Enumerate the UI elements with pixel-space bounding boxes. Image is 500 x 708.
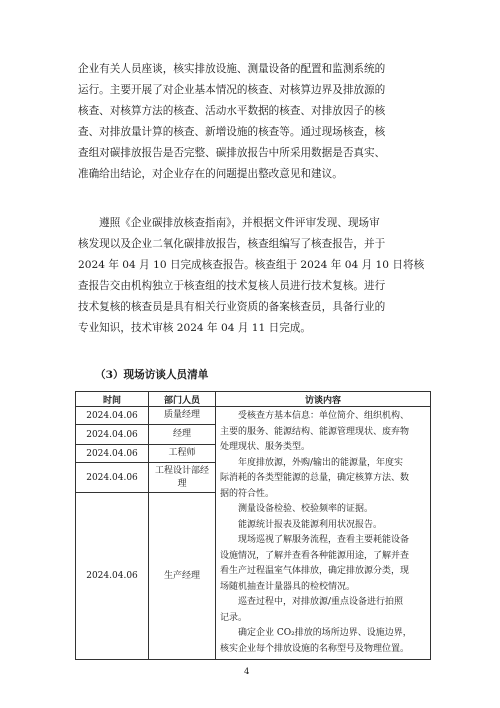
content-line: 设施情况，了解并查看各种能源用途，了解并查 (220, 550, 410, 561)
table-row (76, 407, 431, 425)
date-cell: 2024.04.06 (76, 493, 149, 660)
interview-content-cell (216, 407, 431, 660)
department-cell: 质量经理 (149, 407, 216, 425)
content-line: 场随机抽查计量器具的检校情况。 (220, 581, 356, 592)
content-line: 核实企业每个排放设施的名称型号及物理位置。 (220, 643, 410, 654)
page-number: 4 (244, 667, 250, 677)
header-content: 访谈内容 (216, 392, 431, 407)
content-line: 确定企业 CO₂排放的场所边界、设施边界， (220, 628, 412, 638)
text-line: 遵照《企业碳排放核查指南》，并根据文件评审发现、现场审 (99, 217, 380, 229)
content-line: 看生产过程温室气体排放，确定排放源分类，现 (220, 566, 410, 576)
text-line: 核查、对核算方法的核查、活动水平数据的核查、对排放因子的核 (78, 105, 386, 117)
date-cell: 2024.04.06 (76, 463, 149, 493)
department-cell: 工程师 (149, 445, 216, 463)
text-line: 查、对排放量计算的核查、新增设施的核查等。通过现场核查，核 (78, 126, 386, 138)
content-line: 际消耗的各类型能源的总量，确定核算方法、数 (220, 473, 410, 483)
content-line: 主要的服务、能源结构、能源管理现状、废弃物 (220, 426, 410, 437)
text-line: 准确给出结论，对企业存在的问题提出整改意见和建议。 (78, 168, 343, 180)
date-cell: 2024.04.06 (76, 445, 149, 463)
text-line: 运行。主要开展了对企业基本情况的核查、对核算边界及排放源的 (78, 84, 386, 96)
date-cell: 2024.04.06 (76, 407, 149, 425)
content-line: 现场巡视了解服务流程，查看主要耗能设备 (220, 535, 410, 545)
content-line: 受核查方基本信息：单位简介、组织机构、 (220, 411, 410, 421)
paragraph-2 (78, 213, 425, 339)
text-line: 企业有关人员座谈，核实排放设施、测量设备的配置和监测系统的 (78, 63, 386, 75)
content-line: 年度排放源，外购/输出的能源量，年度实 (220, 457, 404, 468)
content-line: 能源统计报表及能源利用状况报告。 (220, 519, 383, 530)
content-line: 测量设备检验、校验频率的证据。 (220, 504, 374, 514)
header-time: 时间 (76, 392, 149, 407)
text-line: 查报告交由机构独立于核查组的技术复核人员进行技术复核。进行 (78, 280, 386, 292)
content-line: 巡查过程中，对排放源/重点设备进行拍照 (220, 597, 404, 607)
department-cell: 工程设计部经理 (149, 463, 216, 493)
text-line: 技术复核的核查员是具有相关行业资质的备案核查员，具备行业的 (78, 301, 386, 313)
text-line: 2024 年 04 月 10 日完成核查报告。核查组于 2024 年 04 月 10 日将核 (78, 259, 425, 271)
table-header-row (76, 392, 431, 407)
text-line: 专业知识，技术审核 2024 年 04 月 11 日完成。 (78, 322, 312, 334)
header-department: 部门人员 (149, 392, 216, 407)
date-cell: 2024.04.06 (76, 425, 149, 445)
paragraph-1 (78, 59, 425, 185)
section-title: （3）现场访谈人员清单 (95, 369, 209, 381)
text-line: 核发现以及企业二氧化碳排放报告，核查组编写了核查报告，并于 (78, 238, 386, 250)
content-line: 记录。 (220, 612, 248, 623)
interview-table (75, 391, 431, 660)
content-line: 处理现状、服务类型。 (220, 442, 311, 452)
department-cell: 生产经理 (149, 493, 216, 660)
text-line: 查组对碳排放报告是否完整、碳排放报告中所采用数据是否真实、 (78, 147, 386, 159)
department-cell: 经理 (149, 425, 216, 445)
content-line: 据的符合性。 (220, 488, 275, 499)
